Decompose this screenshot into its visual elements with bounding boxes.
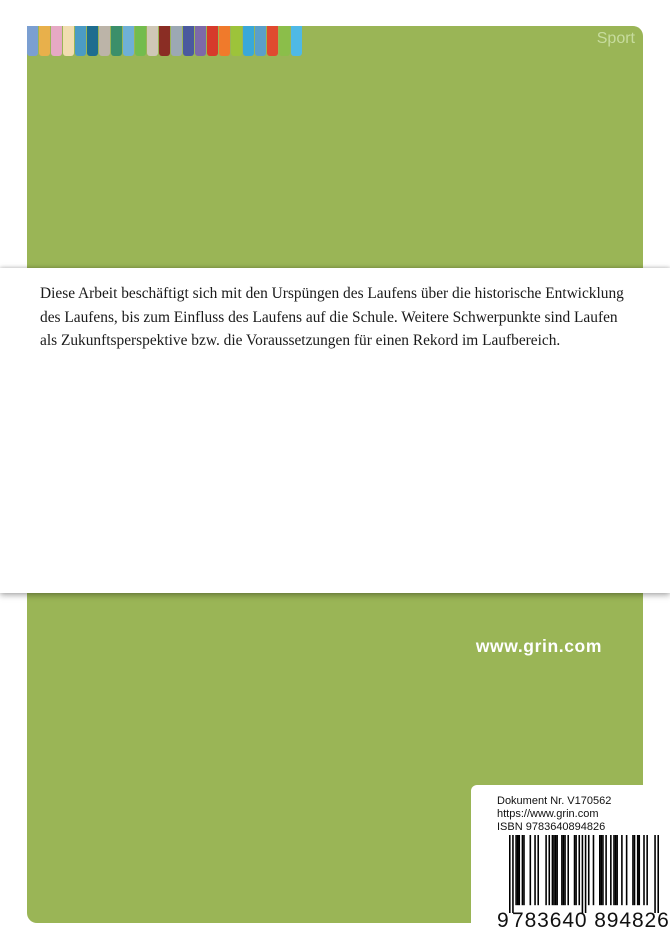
barcode-bar [552,835,554,905]
barcode-bar [616,835,618,905]
barcode-bar [556,835,558,905]
barcode-remaining-digits: 783640 894826 [512,909,670,932]
document-number: Dokument Nr. V170562 [497,795,612,807]
color-tab [231,26,242,56]
color-tab-strip [27,26,303,56]
barcode-bar [613,835,615,905]
color-tab [195,26,206,56]
barcode-bar [575,835,577,905]
color-tab [147,26,158,56]
color-tab [87,26,98,56]
barcode-bar [512,835,514,913]
isbn-label: ISBN 9783640894826 [497,821,606,833]
category-label: Sport [596,30,635,47]
barcode-bar [599,835,601,905]
barcode-bar [588,835,590,905]
color-tab [291,26,302,56]
barcode-bar [601,835,603,905]
color-tab [75,26,86,56]
barcode-bar [567,835,569,905]
color-tab [123,26,134,56]
barcode-bar [522,835,524,905]
barcode-bar [654,835,656,913]
barcode-bar [578,835,580,905]
color-tab [243,26,254,56]
color-tab [51,26,62,56]
barcode-bar [545,835,547,905]
barcode-bar [637,835,639,905]
barcode-bar [626,835,628,905]
website-url[interactable]: www.grin.com [475,636,602,656]
barcode-panel [471,785,670,936]
document-url[interactable]: https://www.grin.com [497,808,599,820]
barcode-bar [593,835,595,905]
barcode-bar [643,835,645,905]
barcode-bar [582,835,584,913]
color-tab [159,26,170,56]
barcode-bar [564,835,566,905]
barcode-bar [615,835,617,905]
color-tab [171,26,182,56]
barcode-bar [634,835,636,905]
color-tab [207,26,218,56]
barcode-bar [632,835,634,905]
color-tab [39,26,50,56]
barcode-bar [610,835,612,905]
barcode-bar [537,835,539,905]
color-tab [63,26,74,56]
color-tab [111,26,122,56]
barcode-bar [621,835,623,905]
barcode-bar [518,835,520,905]
color-tab [183,26,194,56]
color-tab [279,26,290,56]
barcode-bar [657,835,659,913]
color-tab [27,26,38,56]
barcode-bar [563,835,565,905]
barcode-bar [530,835,532,905]
barcode-bar [555,835,557,905]
color-tab [99,26,110,56]
ean-barcode [509,835,659,913]
barcode-bar [561,835,563,905]
barcode-bar [585,835,587,913]
barcode-bar [548,835,550,905]
barcode-bar [517,835,519,905]
barcode-bar [602,835,604,905]
color-tab [135,26,146,56]
barcode-bar [553,835,555,905]
barcode-bar [509,835,511,913]
barcode-bar [515,835,517,905]
document-info [497,795,611,834]
barcode-bar [574,835,576,905]
abstract-panel [0,268,670,593]
color-tab [267,26,278,56]
barcode-first-digit: 9 [497,909,509,932]
barcode-bar [605,835,607,905]
barcode-bar [534,835,536,905]
barcode-bar [638,835,640,905]
color-tab [255,26,266,56]
abstract-text: Diese Arbeit beschäftigt sich mit den Urspüngen des Laufens über die historische Entwicklung des Laufens, bis zum Einfluss des Laufens auf die Schule. Weitere Schwerpunkte sind Laufen als Zukunftsperspektive bzw. die Voraussetzungen für einen Rekord im Laufbereich. [40,285,624,349]
color-tab [219,26,230,56]
barcode-bar [646,835,648,905]
barcode-bar [523,835,525,905]
